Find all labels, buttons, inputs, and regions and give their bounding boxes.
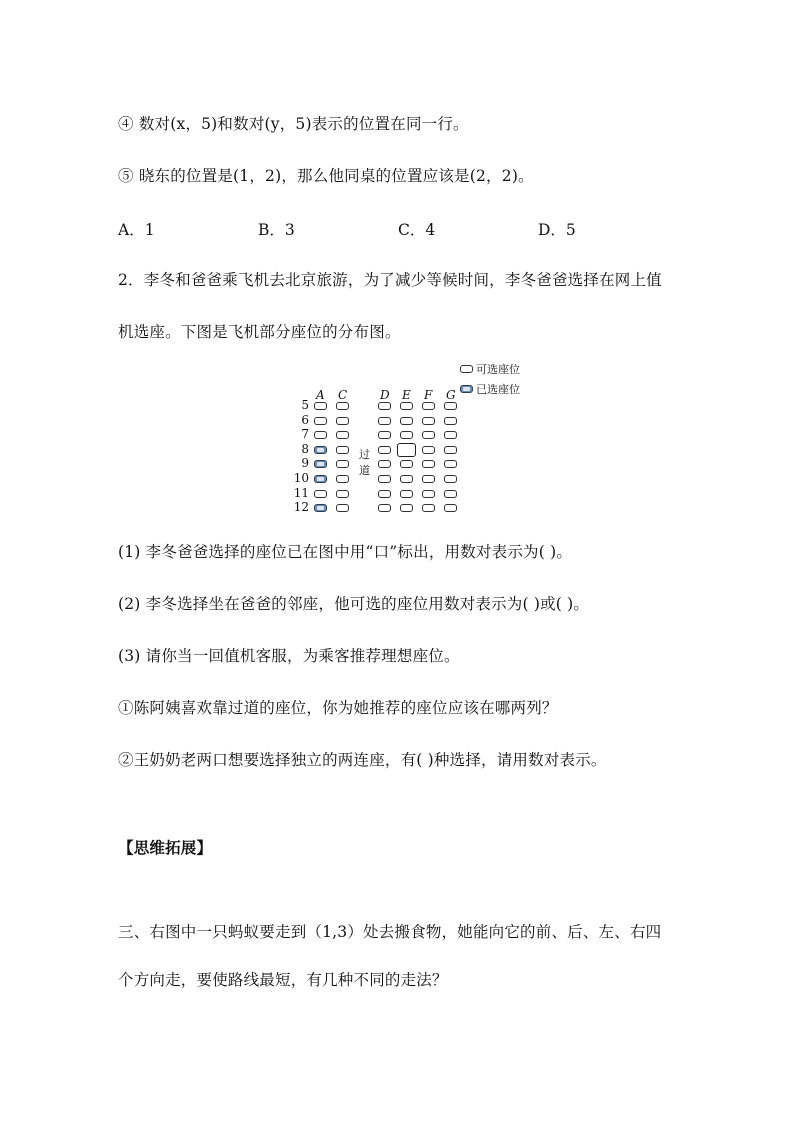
seat-d7 xyxy=(378,431,391,439)
seat-f5 xyxy=(422,402,435,410)
column-label-d: D xyxy=(380,388,390,402)
seat-g11 xyxy=(444,490,457,498)
row-label-12: 12 xyxy=(293,500,309,515)
seat-e7 xyxy=(400,431,413,439)
question-2-line-2: 机选座。下图是飞机部分座位的分布图。 xyxy=(118,323,401,341)
seat-d9 xyxy=(378,460,391,468)
seat-f10 xyxy=(422,475,435,483)
seat-g12 xyxy=(444,504,457,512)
legend-available: 可选座位 xyxy=(476,363,520,376)
seat-a10 xyxy=(314,475,327,483)
seat-c7 xyxy=(336,431,349,439)
seat-a5 xyxy=(314,402,327,410)
seat-a8 xyxy=(314,446,327,454)
seat-a9 xyxy=(314,460,327,468)
seat-e10 xyxy=(400,475,413,483)
row-label-8: 8 xyxy=(301,441,309,456)
aisle-label-top: 过 xyxy=(359,448,370,461)
seat-f11 xyxy=(422,490,435,498)
question-3-line-1: 三、右图中一只蚂蚁要走到（1,3）处去搬食物，她能向它的前、后、左、右四 xyxy=(118,923,662,941)
seat-d5 xyxy=(378,402,391,410)
seat-a11 xyxy=(314,490,327,498)
row-label-10: 10 xyxy=(293,471,309,485)
sub-question-2: (2) 李冬选择坐在爸爸的邻座，他可选的座位用数对表示为( )或( )。 xyxy=(118,595,590,613)
option-b: B．3 xyxy=(258,221,295,239)
row-label-6: 6 xyxy=(301,412,309,427)
seat-e11 xyxy=(400,490,413,498)
seat-c9 xyxy=(336,460,349,468)
seat-d6 xyxy=(378,417,391,425)
seat-e12 xyxy=(400,504,413,512)
option-d: D．5 xyxy=(538,221,576,239)
seat-g7 xyxy=(444,431,457,439)
column-label-a: A xyxy=(316,388,325,402)
seat-a12 xyxy=(314,504,327,512)
seat-g5 xyxy=(444,402,457,410)
row-label-7: 7 xyxy=(301,427,309,442)
column-label-g: G xyxy=(446,388,456,402)
seat-c12 xyxy=(336,504,349,512)
row-label-5: 5 xyxy=(301,398,309,412)
option-c: C．4 xyxy=(398,221,436,239)
section-heading: 【思维拓展】 xyxy=(118,838,213,857)
seat-g8 xyxy=(444,446,457,454)
seat-c11 xyxy=(336,490,349,498)
column-label-e: E xyxy=(402,388,411,402)
seat-map xyxy=(285,360,545,525)
sub-question-1: (1) 李冬爸爸选择的座位已在图中用“口”标出，用数对表示为( )。 xyxy=(118,543,573,561)
seat-d8 xyxy=(378,446,391,454)
sub-question-3a: ①陈阿姨喜欢靠过道的座位，你为她推荐的座位应该在哪两列？ xyxy=(118,699,558,717)
seat-d11 xyxy=(378,490,391,498)
question-2-line-1: 2．李冬和爸爸乘飞机去北京旅游，为了减少等候时间，李冬爸爸选择在网上值 xyxy=(118,271,662,289)
legend-taken-icon xyxy=(460,385,473,393)
statement-4: ④ 数对(x，5)和数对(y，5)表示的位置在同一行。 xyxy=(118,115,469,133)
seat-e6 xyxy=(400,417,413,425)
question-3-line-2: 个方向走，要使路线最短，有几种不同的走法？ xyxy=(118,971,448,989)
seat-d10 xyxy=(378,475,391,483)
seat-a7 xyxy=(314,431,327,439)
seat-f9 xyxy=(422,460,435,468)
sub-question-3b: ②王奶奶老两口想要选择独立的两连座，有( )种选择，请用数对表示。 xyxy=(118,751,607,769)
seat-g9 xyxy=(444,460,457,468)
seat-c10 xyxy=(336,475,349,483)
seat-c5 xyxy=(336,402,349,410)
column-label-f: F xyxy=(424,388,433,402)
column-label-c: C xyxy=(338,388,348,402)
seat-a6 xyxy=(314,417,327,425)
seat-f6 xyxy=(422,417,435,425)
legend-taken: 已选座位 xyxy=(476,383,520,396)
seat-f12 xyxy=(422,504,435,512)
seat-f7 xyxy=(422,431,435,439)
seat-f8 xyxy=(422,446,435,454)
seat-g6 xyxy=(444,417,457,425)
statement-5: ⑤ 晓东的位置是(1，2)，那么他同桌的位置应该是(2，2)。 xyxy=(118,167,534,185)
row-label-9: 9 xyxy=(301,456,309,471)
seat-e9 xyxy=(400,460,413,468)
row-label-11: 11 xyxy=(293,485,309,500)
sub-question-3: (3) 请你当一回值机客服，为乘客推荐理想座位。 xyxy=(118,647,460,665)
legend-available-icon xyxy=(460,365,473,373)
seat-d12 xyxy=(378,504,391,512)
aisle-label-bottom: 道 xyxy=(359,464,370,477)
option-a: A．1 xyxy=(118,221,155,239)
seat-c8 xyxy=(336,446,349,454)
seat-e5 xyxy=(400,402,413,410)
seat-c6 xyxy=(336,417,349,425)
marked-seat-frame xyxy=(397,443,416,457)
seat-g10 xyxy=(444,475,457,483)
